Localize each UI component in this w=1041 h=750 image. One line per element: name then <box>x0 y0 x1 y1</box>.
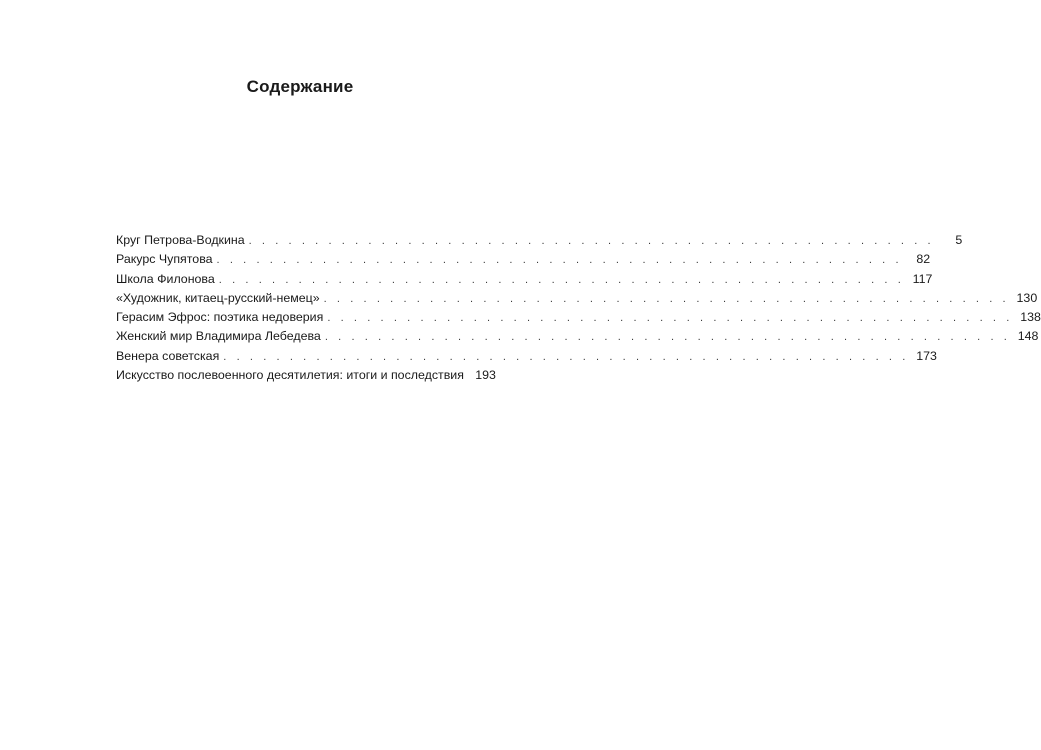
toc-entry <box>116 289 1038 308</box>
toc-entry-page: 130 <box>1016 290 1038 305</box>
toc-entry-page: 148 <box>1017 329 1039 344</box>
toc-entry-title: «Художник, китаец-русский-немец» <box>116 290 320 305</box>
toc-entry-page: 5 <box>955 233 963 247</box>
table-of-contents <box>116 231 1041 385</box>
toc-entry-title: Герасим Эфрос: поэтика недоверия <box>116 310 324 325</box>
toc-entry-page: 117 <box>912 271 933 286</box>
toc-entry <box>116 347 937 366</box>
toc-entry-title: Школа Филонова <box>116 271 215 286</box>
toc-entry <box>116 270 933 289</box>
toc-entry-title: Женский мир Владимира Лебедева <box>116 329 321 344</box>
toc-entry-title: Круг Петрова-Водкина <box>116 233 245 247</box>
toc-entry-page: 82 <box>916 252 931 267</box>
dot-leader: . . . . . . . . . . . . . . . . . . . . . . . . . . . . . . . . . . . . . . . . . . . . . . . . . . . . <box>323 292 1010 305</box>
toc-entry-page: 193 <box>475 368 496 383</box>
toc-entry <box>116 327 1039 346</box>
dot-leader: . . . . . . . . . . . . . . . . . . . . . . . . . . . . . . . . . . . . . . . . . . . . . . . . . . . . <box>218 273 905 286</box>
toc-entry-title: Ракурс Чупятова <box>116 252 213 267</box>
toc-entry-page: 138 <box>1020 310 1041 325</box>
toc-entry-title: Венера советская <box>116 348 220 363</box>
toc-entry <box>116 231 963 250</box>
dot-leader: . . . . . . . . . . . . . . . . . . . . . . . . . . . . . . . . . . . . . . . . . . . . . . . . . . . . <box>223 350 909 363</box>
toc-entry <box>116 366 496 385</box>
dot-leader: . . . . . . . . . . . . . . . . . . . . . . . . . . . . . . . . . . . . . . . . . . . . . . . . . . . . <box>327 312 1013 325</box>
dot-leader: . . . . . . . . . . . . . . . . . . . . . . . . . . . . . . . . . . . . . . . . . . . . . . . . . . . . <box>248 235 935 247</box>
dot-leader: . . . . . . . . . . . . . . . . . . . . . . . . . . . . . . . . . . . . . . . . . . . . . . . . . . . . <box>324 331 1011 344</box>
toc-entry-title: Искусство послевоенного десятилетия: итоги и последствия <box>116 368 464 383</box>
toc-entry <box>116 250 931 269</box>
toc-entry-page: 173 <box>916 348 937 363</box>
toc-entry <box>116 308 1041 327</box>
dot-leader: . . . . . . . . . . . . . . . . . . . . . . . . . . . . . . . . . . . . . . . . . . . . . . . . . . . . <box>216 254 903 267</box>
page-title: Содержание <box>246 77 354 96</box>
